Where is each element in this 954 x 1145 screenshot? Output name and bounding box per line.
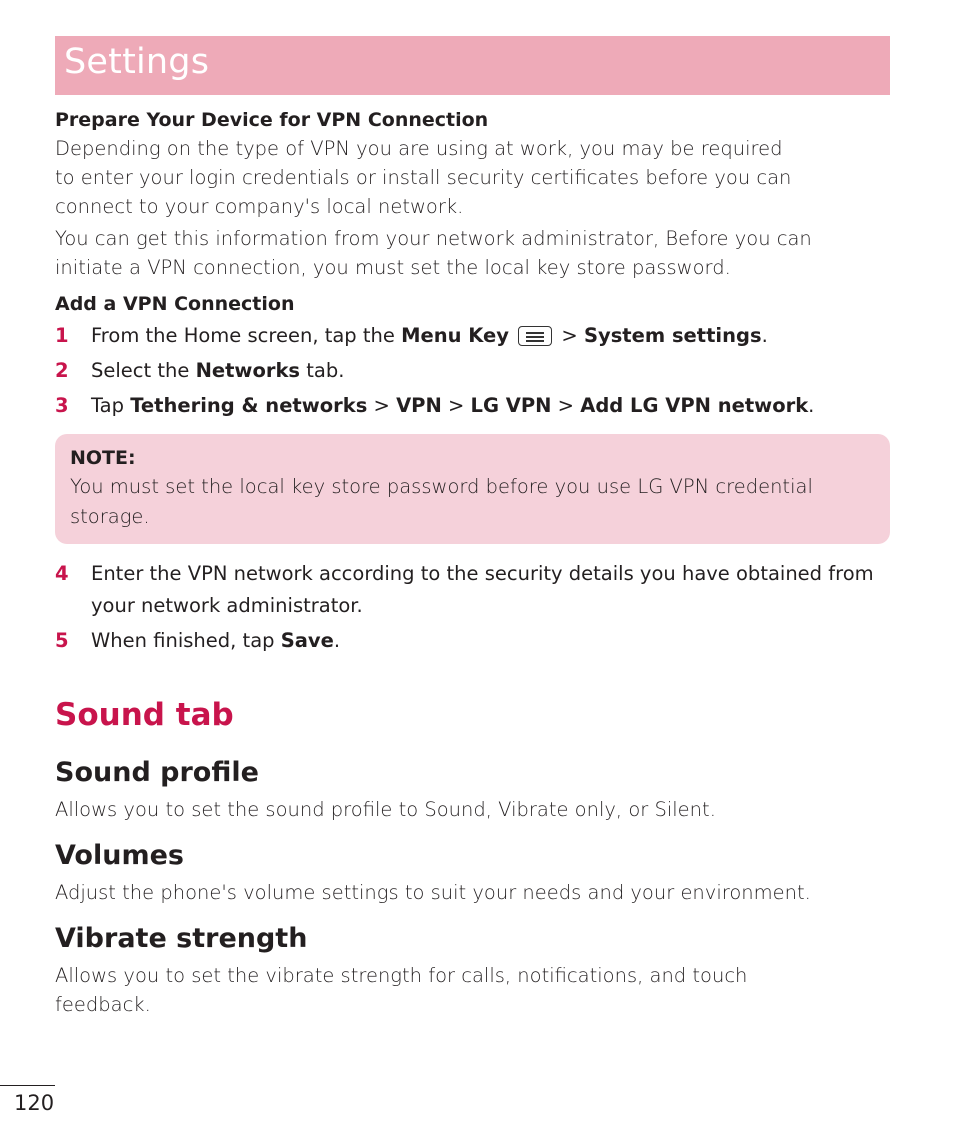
step-number: 5	[55, 629, 69, 652]
text: .	[808, 394, 815, 417]
save-label: Save	[280, 629, 334, 652]
menu-key-icon	[518, 326, 552, 346]
step-5	[55, 625, 890, 657]
page-title: Settings	[64, 42, 210, 82]
text: >	[551, 394, 581, 417]
vibrate-strength-desc	[55, 961, 890, 1019]
step-3	[55, 390, 890, 422]
line: feedback.	[55, 993, 151, 1016]
system-settings-label: System settings	[583, 324, 762, 347]
text: >	[555, 324, 584, 347]
vpn-prepare-paragraph-2	[55, 224, 890, 282]
step-text	[91, 355, 890, 387]
text: tab.	[300, 359, 345, 382]
step-1	[55, 320, 890, 352]
note-label: NOTE:	[70, 447, 136, 469]
text: When finished, tap	[91, 629, 281, 652]
lg-vpn-label: LG VPN	[470, 394, 552, 417]
text: From the Home screen, tap the	[91, 324, 402, 347]
vpn-steps	[55, 320, 890, 422]
text: >	[441, 394, 471, 417]
vibrate-strength-title: Vibrate strength	[55, 923, 308, 954]
note-box	[55, 434, 890, 544]
text: .	[761, 324, 768, 347]
footer-divider	[0, 1085, 55, 1086]
line: connect to your company's local network.	[55, 195, 464, 218]
step-number: 4	[55, 562, 69, 585]
line: Depending on the type of VPN you are using at work, you may be required	[55, 137, 783, 160]
tethering-label: Tethering & networks	[130, 394, 368, 417]
step-text: Enter the VPN network according to the security details you have obtained from your network administrator.	[91, 562, 874, 617]
volumes-title: Volumes	[55, 840, 184, 871]
step-number: 3	[55, 394, 69, 417]
step-number: 1	[55, 324, 69, 347]
step-text	[91, 320, 890, 352]
step-number: 2	[55, 359, 69, 382]
volumes-section	[55, 838, 890, 907]
sound-tab-title: Sound tab	[55, 697, 234, 733]
vpn-prepare-heading: Prepare Your Device for VPN Connection	[55, 109, 489, 131]
vpn-label: VPN	[396, 394, 442, 417]
header-bar	[55, 36, 890, 95]
vpn-prepare-paragraph-1	[55, 134, 890, 221]
volumes-desc: Adjust the phone's volume settings to suit your needs and your environment.	[55, 881, 811, 904]
text: Tap	[91, 394, 131, 417]
text: Select the	[91, 359, 196, 382]
text: >	[367, 394, 397, 417]
sound-profile-section	[55, 755, 890, 824]
step-4	[55, 558, 890, 622]
vpn-steps-continued	[55, 558, 890, 657]
add-lg-vpn-label: Add LG VPN network	[580, 394, 809, 417]
networks-label: Networks	[195, 359, 301, 382]
vibrate-strength-section	[55, 921, 890, 1019]
sound-profile-desc: Allows you to set the sound profile to Sound, Vibrate only, or Silent.	[55, 798, 716, 821]
line: Allows you to set the vibrate strength for calls, notifications, and touch	[55, 964, 748, 987]
menu-key-label: Menu Key	[401, 324, 509, 347]
note-text: You must set the local key store password before you use LG VPN credential storage.	[70, 475, 813, 528]
step-text	[91, 625, 890, 657]
step-text	[91, 390, 890, 422]
step-2	[55, 355, 890, 387]
page-number: 120	[14, 1091, 55, 1115]
line: You can get this information from your network administrator, Before you can	[55, 227, 812, 250]
vpn-add-heading: Add a VPN Connection	[55, 293, 295, 315]
content	[55, 106, 890, 1033]
line: initiate a VPN connection, you must set the local key store password.	[55, 256, 731, 279]
text: .	[333, 629, 341, 652]
line: to enter your login credentials or install security certificates before you can	[55, 166, 792, 189]
sound-profile-title: Sound profile	[55, 757, 259, 788]
